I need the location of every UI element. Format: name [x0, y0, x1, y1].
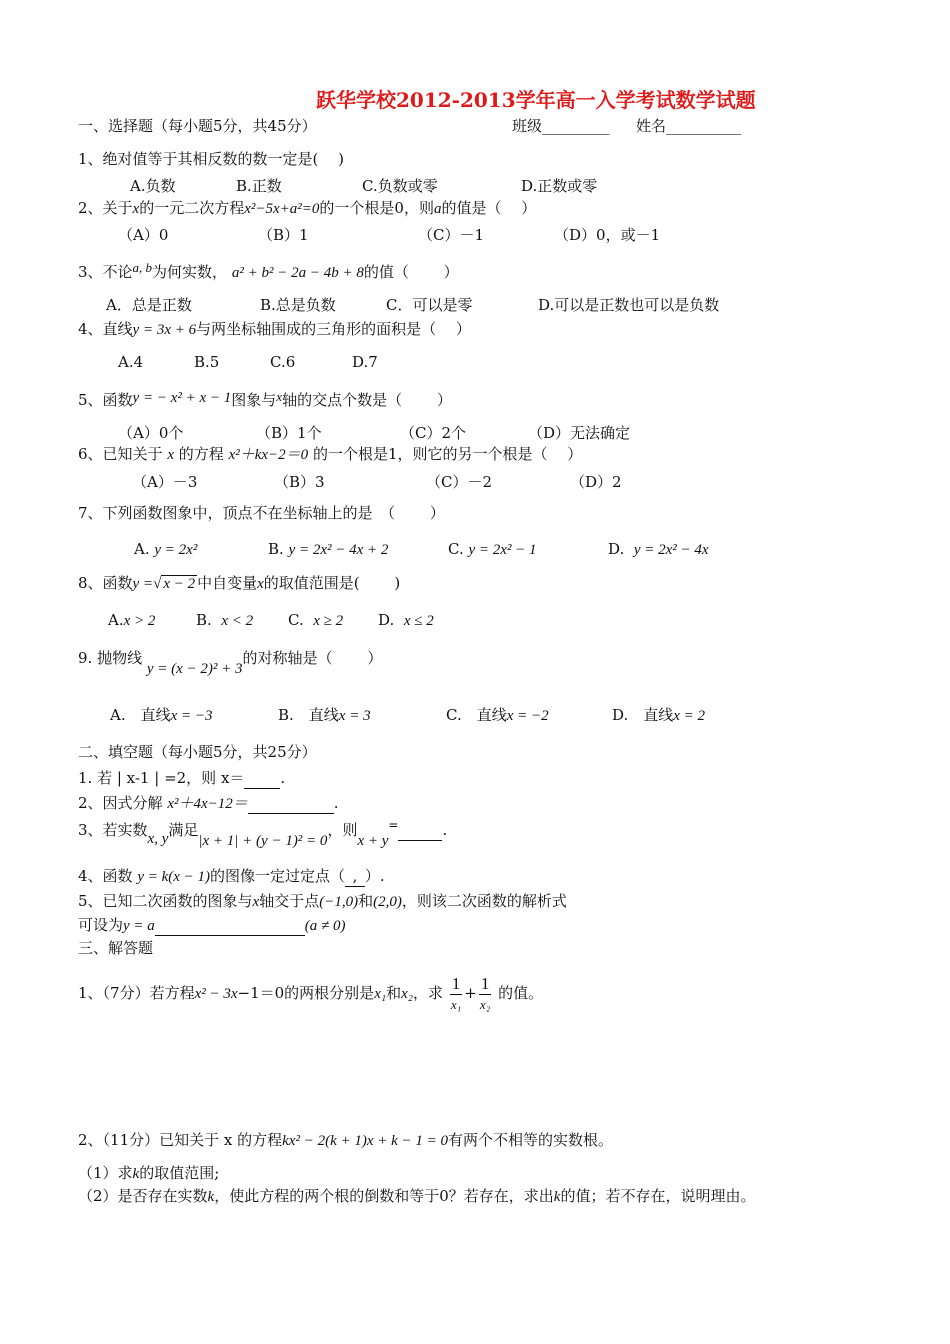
q4-option-a: A.4	[118, 353, 144, 371]
solve1: 1、（7分）若方程x² − 3x−1＝0的两根分别是x₁和x₂，求 $\frac{1}{\text{x₁}}$ + $\frac{1}{\text{x₂}}$ 的值。	[78, 970, 543, 1017]
q1-option-a: A.负数	[130, 177, 176, 195]
fill5-answer-blank[interactable]	[155, 915, 305, 936]
q6-option-a: （A）－3	[132, 473, 198, 491]
q3-option-d: D.可以是正数也可以是负数	[538, 296, 720, 314]
fill3-answer-blank[interactable]	[398, 820, 442, 841]
fill3: 3、若实数x, y满足|x + 1| + (y − 1)² = 0，则x + y= .	[78, 818, 448, 849]
q1-option-d: D.正数或零	[521, 177, 598, 195]
q8-stem: 8、函数y =√ x − 2 中自变量x的取值范围是( )	[78, 574, 401, 592]
solve2-stem: 2、（11分）已知关于 x 的方程kx² − 2(k + 1)x + k − 1 = 0有两个不相等的实数根。	[78, 1131, 614, 1149]
q9-option-a: A. 直线x = −3	[110, 706, 213, 724]
q2-option-b: （B）1	[258, 226, 309, 244]
q3-option-a: A．总是正数	[106, 296, 192, 314]
q4-option-b: B.5	[194, 353, 220, 371]
fill5-line2: 可设为y = a (a ≠ 0)	[78, 916, 346, 934]
fill5-line1: 5、已知二次函数的图象与x轴交于点(−1,0)和(2,0)，则该二次函数的解析式	[78, 892, 567, 910]
q5-option-b: （B）1个	[256, 424, 322, 442]
fill2-answer-blank[interactable]	[248, 793, 334, 814]
q3-stem: 3、不论a, b为何实数， a² + b² − 2a − 4b + 8的值（ ）	[78, 260, 459, 281]
q2-option-a: （A）0	[118, 226, 169, 244]
q7-option-c: C. y = 2x² − 1	[448, 540, 537, 558]
q6-option-b: （B）3	[274, 473, 325, 491]
q7-stem: 7、下列函数图象中，顶点不在坐标轴上的是 （ ）	[78, 504, 445, 522]
section1-heading: 一、选择题（每小题5分，共45分）	[78, 117, 317, 135]
q9-stem: 9. 抛物线 y = (x − 2)² + 3的对称轴是（ ）	[78, 649, 383, 677]
q8-option-a: A.x > 2	[108, 611, 156, 629]
q8-option-b: B. x < 2	[196, 611, 254, 629]
q1-option-c: C.负数或零	[362, 177, 438, 195]
q7-option-a: A. y = 2x²	[134, 540, 198, 558]
solve2-part1: （1）求k的取值范围;	[78, 1164, 220, 1182]
section3-heading: 三、解答题	[78, 939, 154, 957]
q4-option-c: C.6	[270, 353, 296, 371]
q3-option-c: C．可以是零	[386, 296, 473, 314]
q6-stem: 6、已知关于 x 的方程 x²＋kx−2＝0 的一个根是1，则它的另一个根是（ ）	[78, 445, 583, 463]
q7-option-d: D. y = 2x² − 4x	[608, 540, 709, 558]
q1-option-b: B.正数	[236, 177, 282, 195]
q3-option-b: B.总是负数	[260, 296, 336, 314]
fill2: 2、因式分解 x²＋4x−12＝ .	[78, 794, 339, 812]
fraction-1-over-x2: $\frac{1}{\text{x₂}}$	[479, 973, 491, 1012]
q6-option-d: （D）2	[570, 473, 622, 491]
q2-option-d: （D）0，或－1	[554, 226, 661, 244]
fraction-1-over-x1: $\frac{1}{\text{x₁}}$	[450, 973, 462, 1012]
q5-option-d: （D）无法确定	[528, 424, 631, 442]
q5-stem: 5、函数y = − x² + x − 1图象与x轴的交点个数是（ ）	[78, 389, 452, 409]
q4-option-d: D.7	[352, 353, 378, 371]
solve2-part2: （2）是否存在实数k，使此方程的两个根的倒数和等于0？若存在，求出k的值；若不存在，说明理由。	[78, 1187, 756, 1205]
q8-option-d: D. x ≤ 2	[378, 611, 434, 629]
q4-stem: 4、直线y = 3x + 6与两坐标轴围成的三角形的面积是（ ）	[78, 320, 471, 338]
section2-heading: 二、填空题（每小题5分，共25分）	[78, 743, 317, 761]
q9-option-c: C. 直线x = −2	[446, 706, 549, 724]
name-field-label: 姓名__________	[636, 117, 742, 135]
q9-option-b: B. 直线x = 3	[278, 706, 371, 724]
fill1-answer-blank[interactable]	[244, 768, 280, 789]
q2-option-c: （C）－1	[418, 226, 485, 244]
class-field-label: 班级_________	[512, 117, 610, 135]
q2-stem: 2、关于x的一元二次方程x²−5x+a²=0的一个根是0，则a的值是（ ）	[78, 199, 537, 217]
page-title: 跃华学校2012-2013学年高一入学考试数学试题	[316, 88, 756, 112]
fill1: 1. 若 | x-1 | =2，则 x＝ .	[78, 769, 286, 787]
q6-option-c: （C）－2	[426, 473, 493, 491]
fill4: 4、函数 y = k(x − 1)的图像一定过定点（ , ）.	[78, 867, 385, 885]
q1-stem: 1、绝对值等于其相反数的数一定是( )	[78, 150, 345, 168]
q9-option-d: D. 直线x = 2	[612, 706, 706, 724]
q8-option-c: C. x ≥ 2	[288, 611, 344, 629]
q5-option-a: （A）0个	[118, 424, 184, 442]
fill4-answer-blank[interactable]: ,	[345, 867, 365, 885]
q7-option-b: B. y = 2x² − 4x + 2	[268, 540, 389, 558]
q5-option-c: （C）2个	[400, 424, 467, 442]
